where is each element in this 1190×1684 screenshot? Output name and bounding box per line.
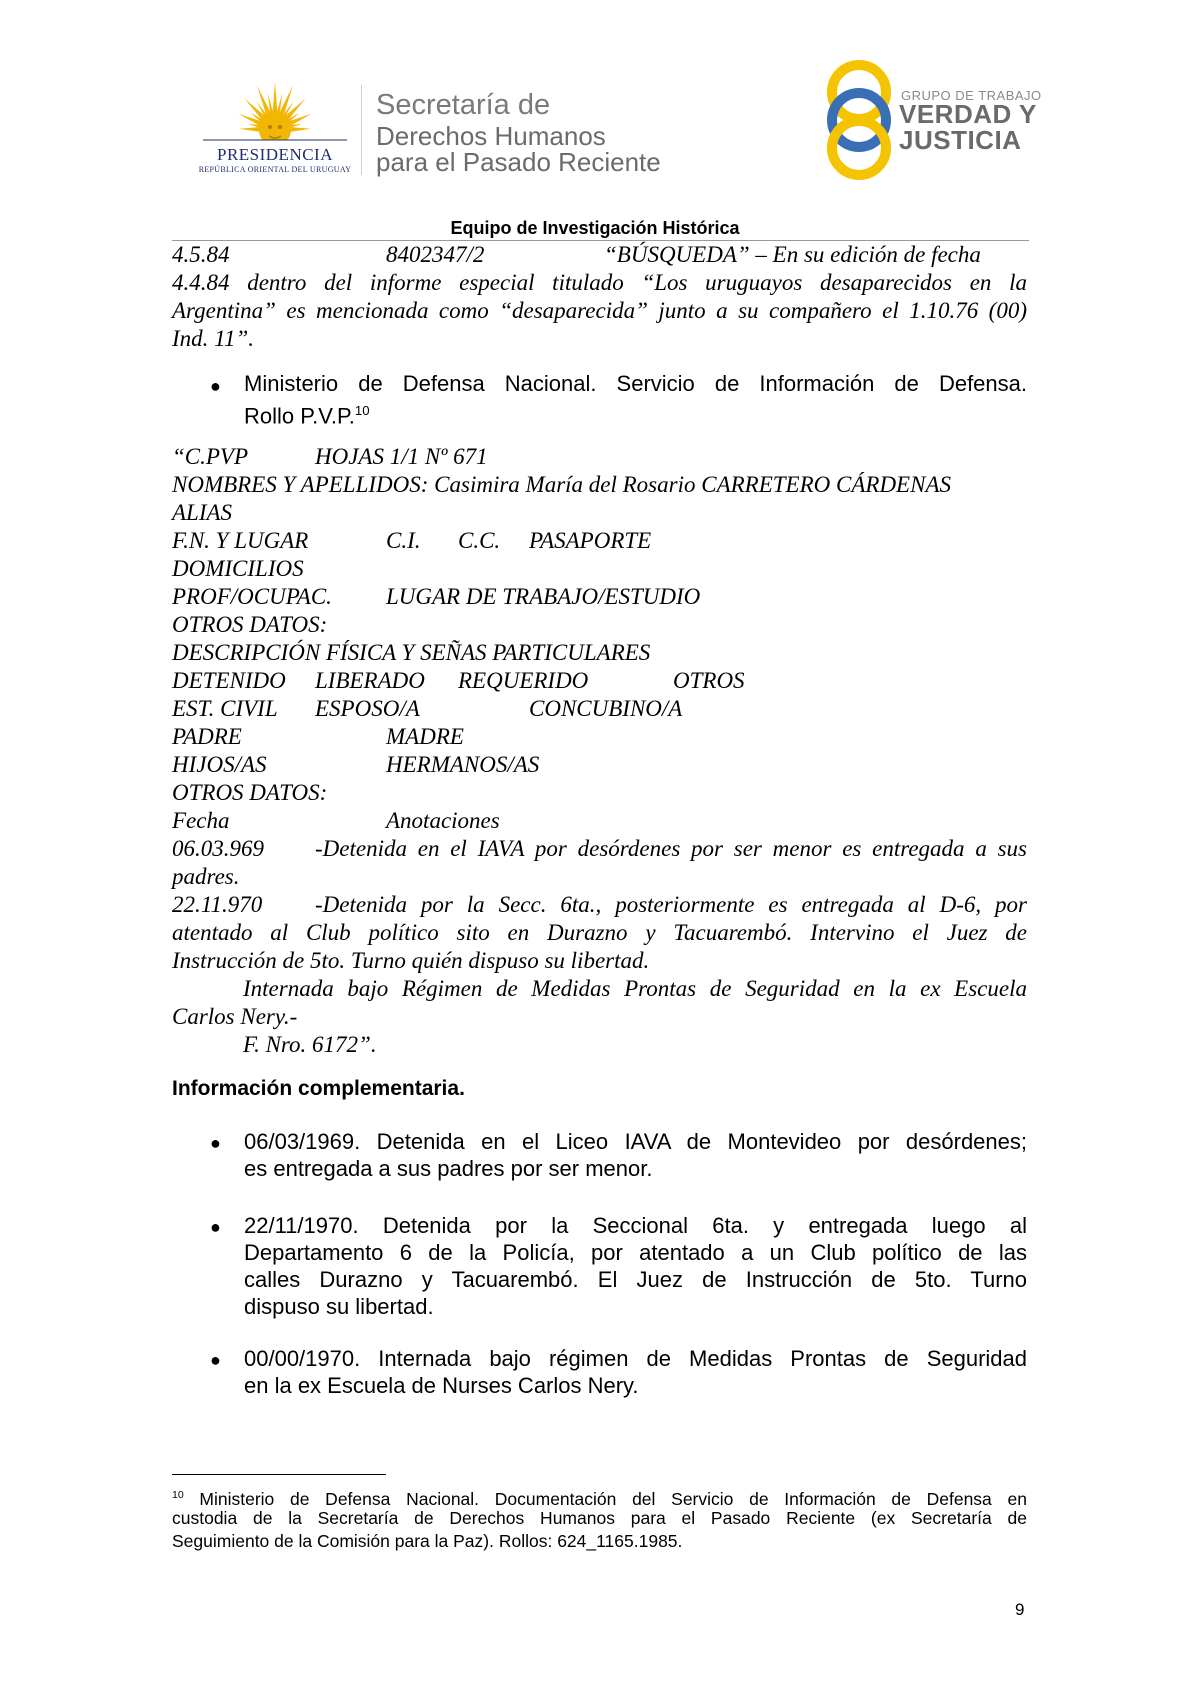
info-item-1-line-2: es entregada a sus padres por ser menor.: [244, 1156, 653, 1181]
presidencia-sublabel: REPÚBLICA ORIENTAL DEL URUGUAY: [198, 165, 352, 174]
file-ci: C.I.: [386, 528, 421, 553]
footnote-line-1: $^{10}$ Ministerio de Defensa Nacional. Documentación del Servicio de Información de Defensa en: [172, 1488, 1027, 1509]
info-item-2-line-3: calles Durazno y Tacuarembó. El Juez de Instrucción de 5to. Turno: [244, 1267, 1027, 1292]
file-cpvp: “C.PVP: [172, 444, 249, 469]
annotation-1-cont: padres.: [172, 864, 240, 889]
file-prof: PROF/OCUPAC.: [172, 584, 332, 609]
info-item-1-line-1: 06/03/1969. Detenida en el Liceo IAVA de Montevideo por desórdenes;: [244, 1129, 1027, 1154]
file-requerido: REQUERIDO: [458, 668, 589, 693]
file-domicilios: DOMICILIOS: [172, 556, 304, 581]
file-padre: PADRE: [172, 724, 242, 749]
file-descripcion: DESCRIPCIÓN FÍSICA Y SEÑAS PARTICULARES: [172, 640, 651, 665]
info-item-3-line-2: en la ex Escuela de Nurses Carlos Nery.: [244, 1373, 639, 1398]
file-nombres: NOMBRES Y APELLIDOS: Casimira María del Rosario CARRETERO CÁRDENAS: [172, 472, 952, 497]
secretaria-title-line-1: Secretaría de: [376, 89, 551, 121]
team-heading: Equipo de Investigación Histórica: [450, 218, 740, 238]
annotation-3-line-2: Carlos Nery.-: [172, 1004, 298, 1029]
footnote-line-2: custodia de la Secretaría de Derechos Humanos para el Pasado Reciente (ex Secretaría de: [172, 1508, 1027, 1528]
presidencia-label: PRESIDENCIA: [216, 145, 333, 164]
file-alias: ALIAS: [172, 500, 233, 525]
secretaria-title-line-2: Derechos Humanos: [376, 121, 606, 151]
file-esposo: ESPOSO/A: [315, 696, 420, 721]
annotation-2-line-3: Instrucción de 5to. Turno quién dispuso su libertad.: [172, 948, 650, 973]
file-fecha-header: Fecha: [172, 808, 230, 833]
footnote-rule: [172, 1474, 386, 1475]
verdad-justicia-rings-logo: [824, 56, 894, 182]
header-divider: [361, 85, 362, 175]
file-madre: MADRE: [386, 724, 464, 749]
file-est-civil: EST. CIVIL: [172, 696, 278, 721]
entry-line-3: Argentina” es mencionada como “desaparecida” junto a su compañero el 1.10.76 (00): [172, 298, 1027, 323]
bullet-dot: ●: [210, 1133, 221, 1153]
file-hermanos: HERMANOS/AS: [386, 752, 540, 777]
entry-text-first: “BÚSQUEDA” – En su edición de fecha: [604, 242, 981, 267]
annotation-2-line-2: atentado al Club político sito en Durazno y Tacuarembó. Intervino el Juez de: [172, 920, 1027, 945]
file-number: F. Nro. 6172”.: [243, 1032, 377, 1057]
annotation-2-text: -Detenida por la Secc. 6ta., posteriormente es entregada al D-6, por: [315, 892, 1027, 917]
file-pasaporte: PASAPORTE: [529, 528, 652, 553]
footnote-line-3: Seguimiento de la Comisión para la Paz). Rollos: 624_1165.1985.: [172, 1531, 683, 1551]
file-lugar-trabajo: LUGAR DE TRABAJO/ESTUDIO: [386, 584, 701, 609]
file-otros-datos-1: OTROS DATOS:: [172, 612, 328, 637]
page-number: 9: [1015, 1600, 1025, 1619]
info-item-3-line-1: 00/00/1970. Internada bajo régimen de Medidas Prontas de Seguridad: [244, 1346, 1027, 1371]
bullet-dot: ●: [210, 1217, 221, 1237]
entry-line-4: Ind. 11”.: [172, 326, 254, 351]
footnote-number: 10: [172, 1489, 184, 1501]
annotation-3-line-1: Internada bajo Régimen de Medidas Prontas de Seguridad en la ex Escuela: [243, 976, 1027, 1001]
entry-date: 4.5.84: [172, 242, 230, 267]
info-section-title: Información complementaria.: [172, 1077, 465, 1100]
bullet-dot: ●: [210, 1350, 221, 1370]
file-otros: OTROS: [673, 668, 745, 693]
info-item-2-line-2: Departamento 6 de la Policía, por atentado a un Club político de las: [244, 1240, 1027, 1265]
file-anotaciones-header: Anotaciones: [386, 808, 500, 833]
annotation-1-date: 06.03.969: [172, 836, 264, 861]
info-item-2-line-4: dispuso su libertad.: [244, 1294, 434, 1319]
file-liberado: LIBERADO: [315, 668, 425, 693]
file-concubino: CONCUBINO/A: [529, 696, 683, 721]
file-hijos: HIJOS/AS: [172, 752, 267, 777]
verdad-label: VERDAD Y: [899, 99, 1037, 129]
justicia-label: JUSTICIA: [899, 125, 1022, 155]
file-fn-lugar: F.N. Y LUGAR: [172, 528, 309, 553]
footnote-ref: 10: [354, 403, 370, 418]
file-cc: C.C.: [458, 528, 501, 553]
annotation-2-date: 22.11.970: [172, 892, 263, 917]
source-line-2: Rollo P.V.P.$^{10}$: [244, 403, 370, 429]
file-otros-datos-2: OTROS DATOS:: [172, 780, 328, 805]
source-line-1: Ministerio de Defensa Nacional. Servicio de Información de Defensa.: [244, 371, 1027, 396]
file-detenido: DETENIDO: [172, 668, 286, 693]
entry-code: 8402347/2: [386, 242, 485, 267]
file-hojas: HOJAS 1/1 Nº 671: [315, 444, 488, 469]
grupo-trabajo-label: GRUPO DE TRABAJO: [901, 88, 1042, 103]
bullet-dot: ●: [210, 376, 221, 396]
entry-line-2: 4.4.84 dentro del informe especial titulado “Los uruguayos desaparecidos en la: [172, 270, 1027, 295]
info-item-2-line-1: 22/11/1970. Detenida por la Seccional 6ta. y entregada luego al: [244, 1213, 1027, 1238]
annotation-1-text: -Detenida en el IAVA por desórdenes por ser menor es entregada a sus: [315, 836, 1027, 861]
secretaria-title-line-3: para el Pasado Reciente: [376, 147, 661, 177]
